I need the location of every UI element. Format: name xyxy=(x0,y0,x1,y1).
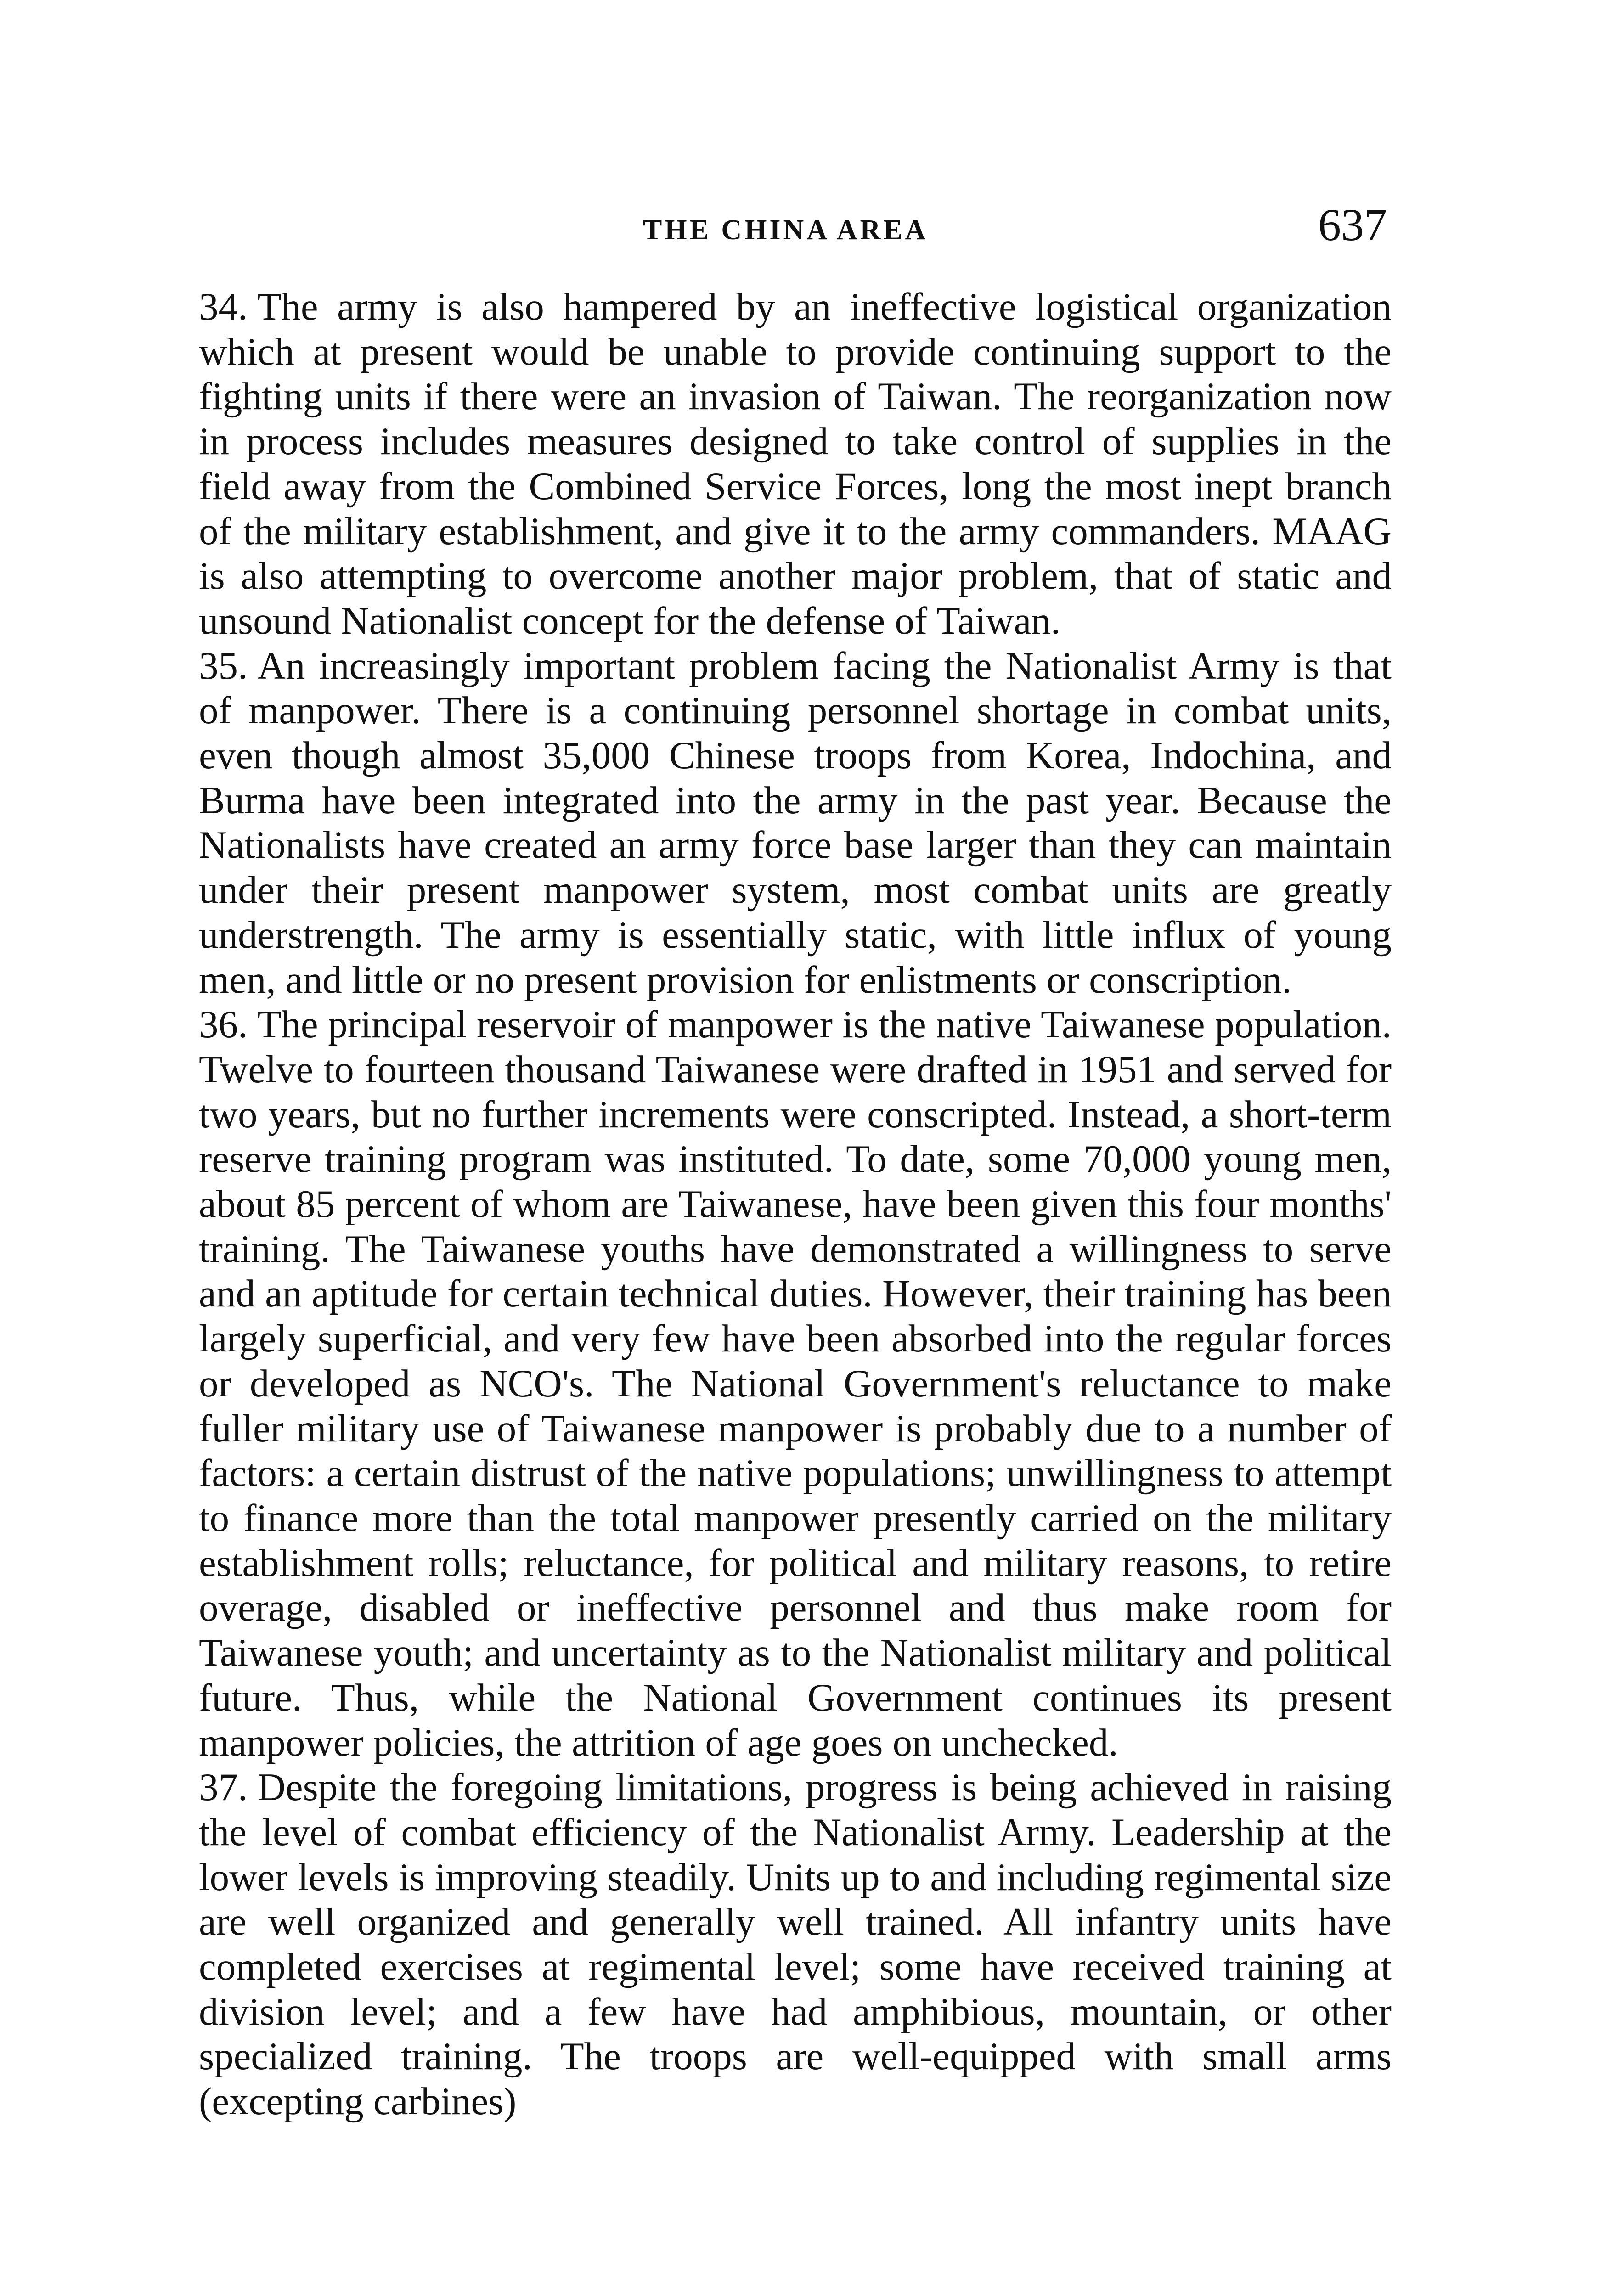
paragraph-number: 37. xyxy=(199,1766,248,1809)
paragraph-34 xyxy=(199,285,1392,644)
paragraph-number: 34. xyxy=(199,285,248,328)
running-head: THE CHINA AREA xyxy=(643,214,929,246)
page-number: 637 xyxy=(1318,199,1387,250)
paragraph-text: An increasingly important problem facing the Nationalist Army is that of manpower. There is a continuing personnel shortage in combat units, even though almost 35,000 Chinese troops from Korea, Indochina, and Burma have been integrated into the army in the past year. Because the Nationalists have created an army force base larger than they can maintain under their present manpower system, most combat units are greatly understrength. The army is essentially static, with little influx of young men, and little or no present provision for enlistments or conscription. xyxy=(199,644,1392,1002)
paragraph-36 xyxy=(199,1002,1392,1765)
paragraph-35 xyxy=(199,644,1392,1003)
paragraph-text: The army is also hampered by an ineffective logistical organization which at present would be unable to provide continuing support to the fighting units if there were an invasion of Taiwan. The reorganization now in process includes measures designed to take control of supplies in the field away from the Combined Service Forces, long the most inept branch of the military establishment, and give it to the army commanders. MAAG is also attempting to overcome another major problem, that of static and unsound Nationalist concept for the defense of Taiwan. xyxy=(199,285,1392,642)
paragraph-37 xyxy=(199,1765,1392,2124)
paragraph-text: Despite the foregoing limitations, progress is being achieved in raising the level of combat efficiency of the Nationalist Army. Leadership at the lower levels is improving steadily. Units up to and including regimental size are well organized and generally well trained. All infantry units have completed exercises at regimental level; some have received training at division level; and a few have had amphibious, mountain, or other specialized training. The troops are well-equipped with small arms (excepting carbines) xyxy=(199,1766,1392,2123)
paragraph-text: The principal reservoir of manpower is the native Taiwanese population. Twelve to fourteen thousand Taiwanese were drafted in 1951 and served for two years, but no further increments were conscripted. Instead, a short-term reserve training program was instituted. To date, some 70,000 young men, about 85 percent of whom are Taiwanese, have been given this four months' training. The Taiwanese youths have demonstrated a willingness to serve and an aptitude for certain technical duties. However, their training has been largely superficial, and very few have been absorbed into the regular forces or developed as NCO's. The National Government's reluctance to make fuller military use of Taiwanese manpower is probably due to a number of factors: a certain distrust of the native populations; unwillingness to attempt to finance more than the total manpower presently carried on the military establishment rolls; reluctance, for political and military reasons, to retire overage, disabled or ineffective personnel and thus make room for Taiwanese youth; and uncertainty as to the Nationalist military and political future. Thus, while the National Government continues its present manpower policies, the attrition of age goes on unchecked. xyxy=(199,1003,1392,1764)
paragraph-number: 35. xyxy=(199,644,248,687)
body-text xyxy=(199,285,1392,2124)
paragraph-number: 36. xyxy=(199,1003,248,1047)
